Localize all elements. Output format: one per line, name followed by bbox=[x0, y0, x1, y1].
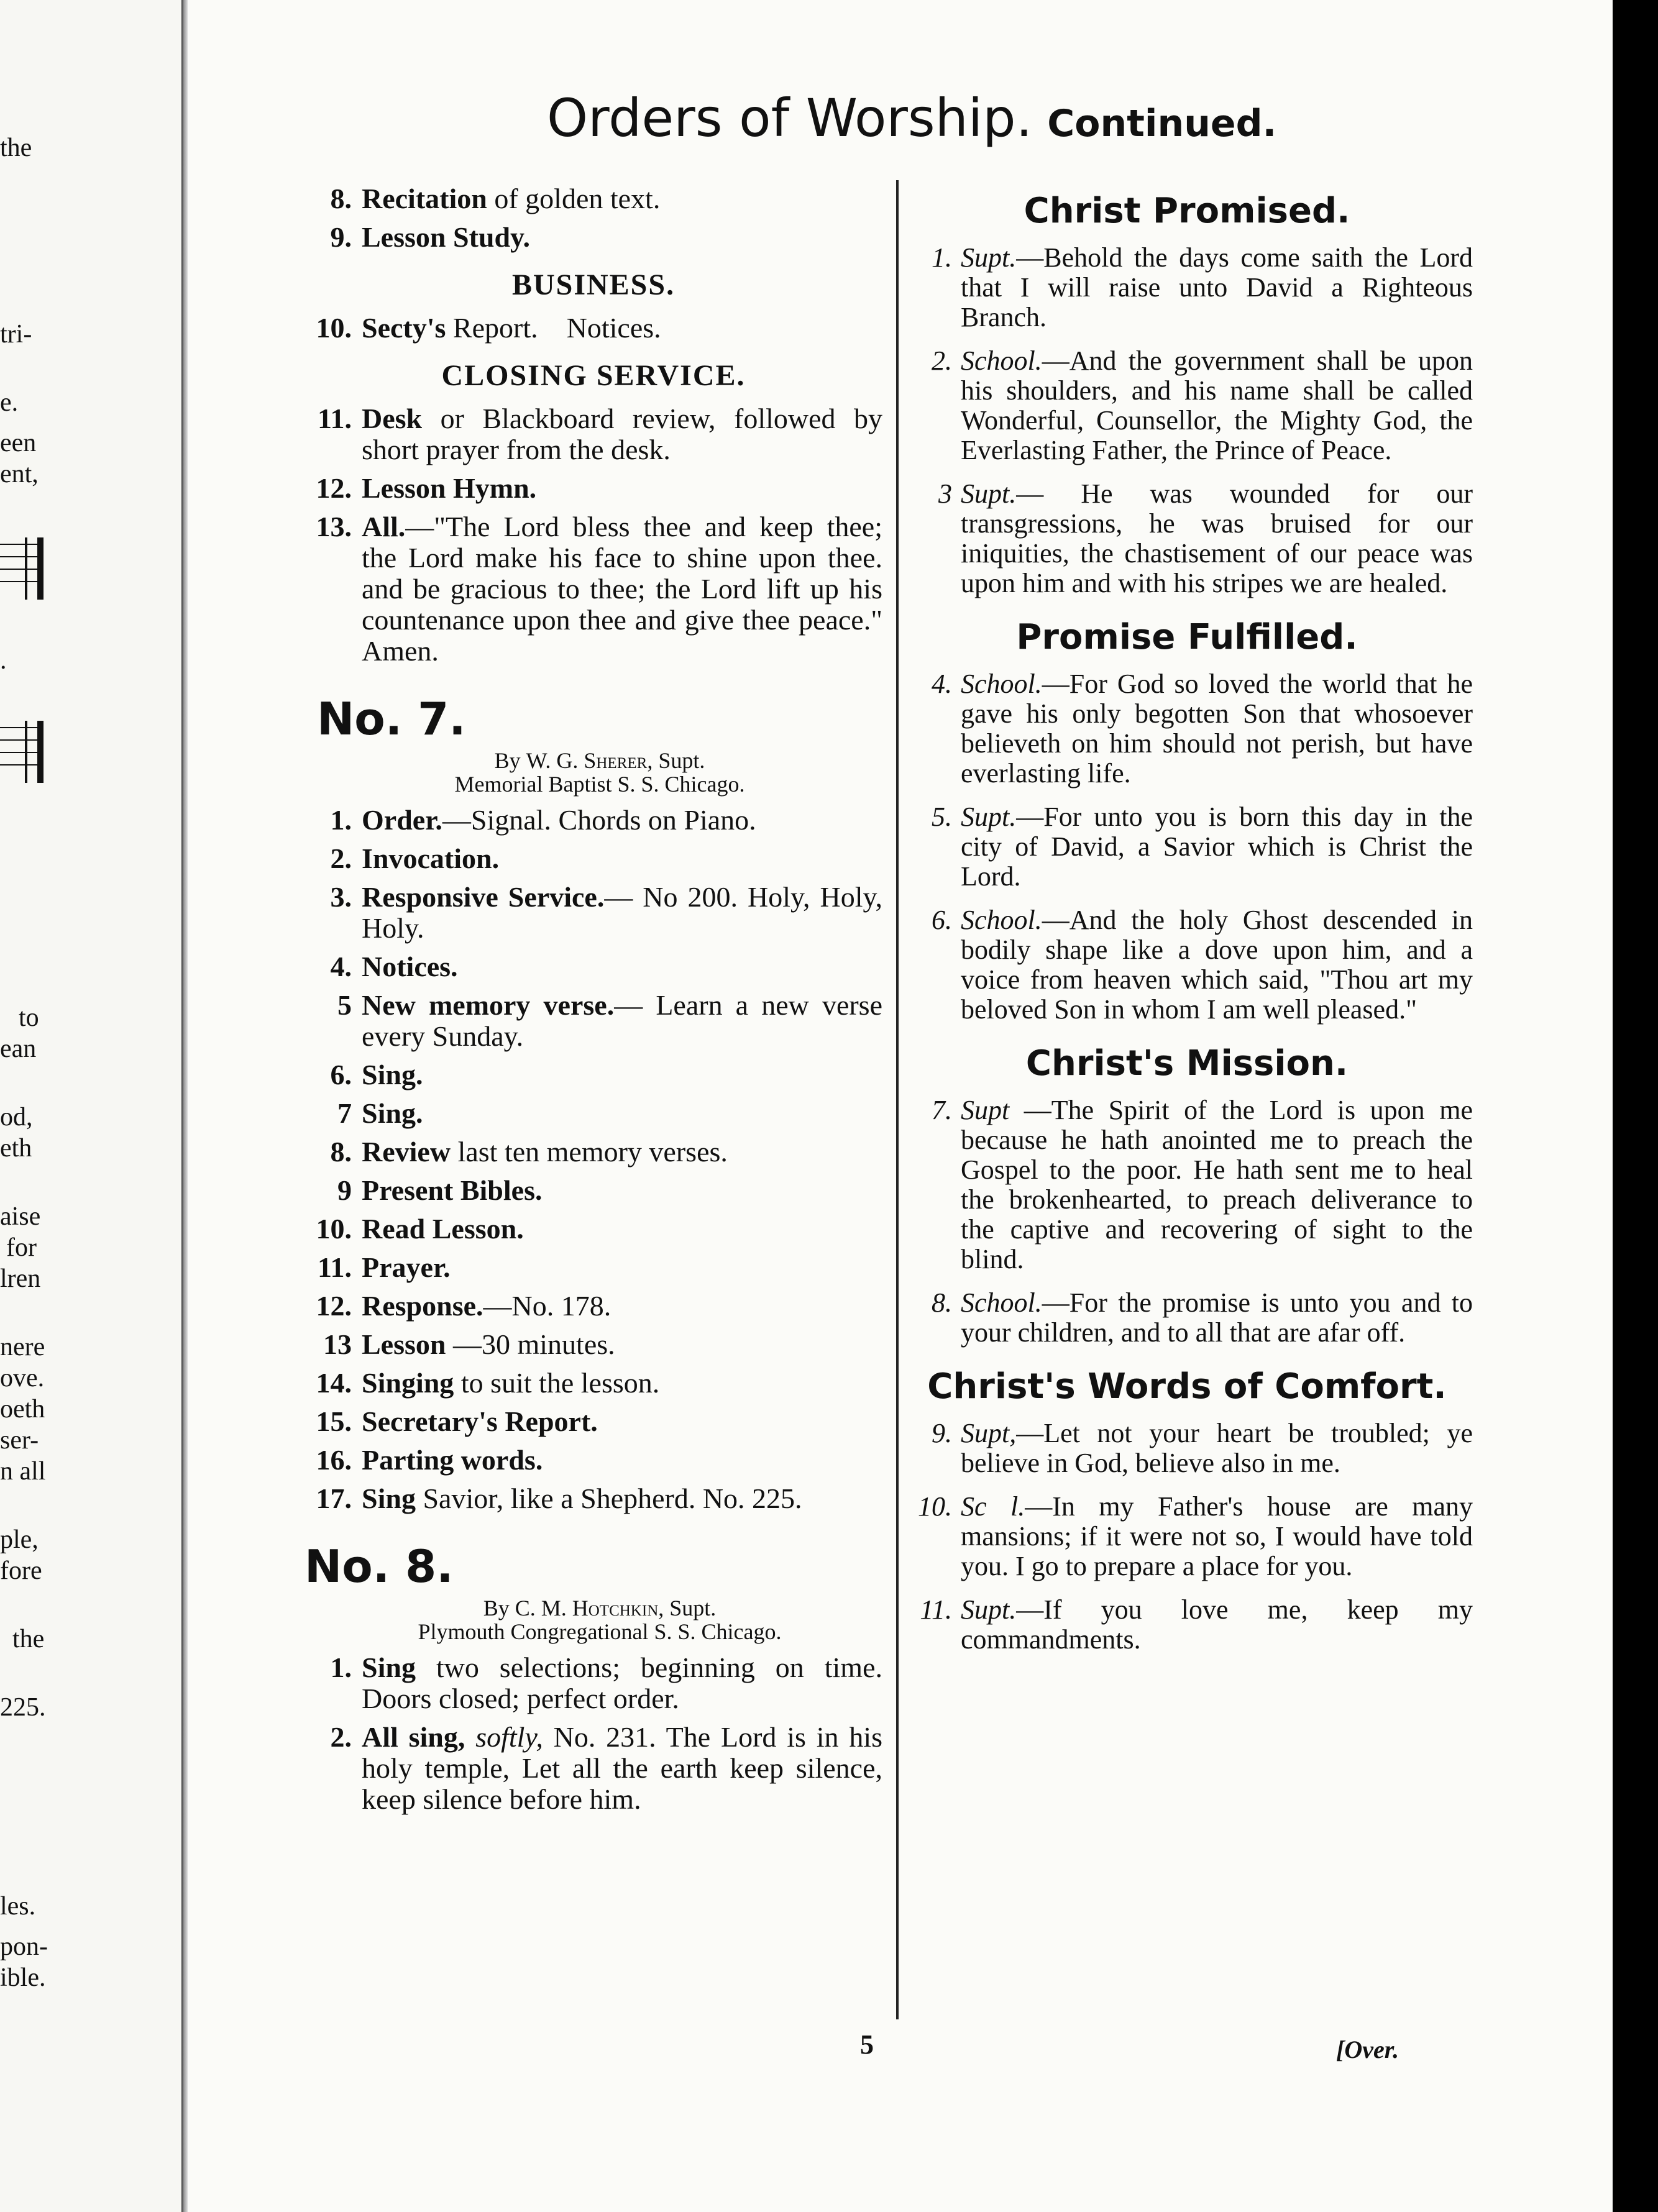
list-item bbox=[305, 403, 882, 465]
prev-text: les. bbox=[0, 1892, 36, 1921]
responsive-reading-item bbox=[901, 905, 1473, 1025]
prev-text: ple, bbox=[0, 1525, 39, 1554]
prev-text: the bbox=[12, 1625, 45, 1653]
prev-text: the bbox=[0, 134, 32, 162]
section-heading: Promise Fulfilled. bbox=[1016, 617, 1358, 657]
item-number: 7 bbox=[337, 1097, 352, 1129]
item-text: —Signal. Chords on Piano. bbox=[442, 804, 756, 836]
byline-by: By bbox=[483, 1596, 510, 1620]
item-number: 14. bbox=[316, 1367, 352, 1399]
item-number: 8. bbox=[330, 1136, 352, 1168]
church-name: Plymouth Congregational S. S. Chicago. bbox=[418, 1619, 782, 1644]
item-number: 5 bbox=[337, 989, 352, 1021]
item-text: —"The Lord bless thee and keep thee; the Lord make his face to shine upon thee. and be gracious to thee; the Lord lift up his countenance upon thee and give thee peace." Amen. bbox=[362, 511, 882, 667]
right-column bbox=[901, 183, 1473, 1668]
item-number: 2. bbox=[330, 1721, 352, 1753]
speaker-label: Sc l. bbox=[961, 1491, 1025, 1522]
speaker-label: School. bbox=[961, 1287, 1042, 1318]
reading-text: —Behold the days come saith the Lord that I will raise unto David a Righteous Branch. bbox=[961, 242, 1473, 332]
item-lead: All sing, bbox=[362, 1721, 465, 1753]
list-item bbox=[305, 1175, 882, 1206]
item-lead: Desk bbox=[362, 403, 423, 434]
item-number: 9 bbox=[337, 1174, 352, 1206]
list-item bbox=[305, 1136, 882, 1168]
item-text: two selections; beginning on time. Doors closed; perfect order. bbox=[362, 1652, 882, 1714]
prev-text: 225. bbox=[0, 1693, 46, 1722]
page-title bbox=[547, 87, 1355, 155]
prev-text: eth bbox=[0, 1134, 32, 1163]
reading-text: —And the holy Ghost descended in bodily shape like a dove upon him, and a voice from heaven which said, "Thou art my beloved Son in whom I am well pleased." bbox=[961, 905, 1473, 1025]
section-heading: Christ's Mission. bbox=[1025, 1043, 1349, 1084]
speaker-label: School. bbox=[961, 669, 1042, 699]
item-number: 9. bbox=[330, 221, 352, 253]
reading-text: —If you love me, keep my commandments. bbox=[961, 1594, 1473, 1655]
item-lead: Order. bbox=[362, 804, 442, 836]
item-lead: Lesson Hymn. bbox=[362, 472, 537, 504]
prev-text: e. bbox=[0, 388, 19, 417]
item-text: or Blackboard review, followed by short prayer from the desk. bbox=[362, 403, 882, 465]
list-item bbox=[305, 222, 882, 253]
list-item bbox=[305, 313, 882, 344]
list-item bbox=[305, 1213, 882, 1245]
prev-text: . bbox=[0, 646, 7, 675]
item-number: 6. bbox=[330, 1059, 352, 1090]
speaker-label: Supt, bbox=[961, 1418, 1017, 1448]
item-number: 1. bbox=[330, 804, 352, 836]
list-item bbox=[305, 473, 882, 504]
reading-text: —Let not your heart be troubled; ye believe in God, believe also in me. bbox=[961, 1418, 1473, 1478]
item-text: No. 231. The Lord is in his holy temple, Let all the earth keep silence, keep silence before him. bbox=[362, 1721, 883, 1815]
item-number: 13. bbox=[316, 511, 352, 542]
item-text: of golden text. bbox=[487, 183, 661, 214]
reading-text: — He was wounded for our transgressions, he was bruised for our iniquities, the chastisement of our peace was upon him and with his stripes we are healed. bbox=[961, 478, 1473, 598]
prev-text: n all bbox=[0, 1457, 46, 1486]
byline bbox=[317, 749, 882, 772]
item-number: 10. bbox=[918, 1491, 952, 1522]
responsive-reading-item bbox=[901, 1095, 1473, 1274]
item-text: — No 200. Holy, Holy, Holy. bbox=[362, 881, 882, 944]
left-column bbox=[305, 183, 882, 1822]
closing-service-heading: CLOSING SERVICE. bbox=[441, 359, 746, 392]
list-item bbox=[305, 1291, 882, 1322]
item-number: 13 bbox=[323, 1328, 352, 1360]
item-lead: Responsive Service. bbox=[362, 881, 605, 913]
speaker-label: Supt. bbox=[961, 242, 1017, 273]
section-heading: Christ Promised. bbox=[1024, 191, 1350, 231]
reading-text: —For the promise is unto you and to your children, and to all that are afar off. bbox=[961, 1287, 1473, 1348]
responsive-reading-item bbox=[901, 1419, 1473, 1478]
item-number: 1. bbox=[932, 242, 952, 273]
item-lead: Prayer. bbox=[362, 1251, 451, 1283]
item-text: —30 minutes. bbox=[446, 1328, 615, 1360]
item-lead: Read Lesson. bbox=[362, 1213, 524, 1245]
byline-by: By bbox=[494, 748, 521, 773]
item-number: 9. bbox=[932, 1418, 952, 1448]
item-number: 1. bbox=[330, 1652, 352, 1683]
list-item bbox=[305, 1329, 882, 1360]
church-name: Memorial Baptist S. S. Chicago. bbox=[454, 772, 745, 797]
responsive-reading-item bbox=[901, 479, 1473, 598]
list-item bbox=[305, 1652, 882, 1714]
item-emphasis: softly, bbox=[475, 1721, 543, 1753]
reading-text: —For unto you is born this day in the city of David, a Savior which is Christ the Lord. bbox=[961, 802, 1473, 892]
item-number: 11. bbox=[318, 1251, 352, 1283]
item-lead: Recitation bbox=[362, 183, 487, 214]
speaker-label: Supt. bbox=[961, 1594, 1017, 1625]
list-item bbox=[305, 843, 882, 874]
item-number: 8. bbox=[932, 1287, 952, 1318]
author-name: C. M. Hotchkin bbox=[515, 1596, 659, 1620]
prev-text: tri- bbox=[0, 320, 32, 349]
item-number: 6. bbox=[932, 905, 952, 935]
item-number: 8. bbox=[330, 183, 352, 214]
item-lead: Sing bbox=[362, 1483, 416, 1514]
list-item bbox=[305, 990, 882, 1052]
order-no-7-list bbox=[305, 805, 882, 1514]
item-text: Report. Notices. bbox=[446, 312, 661, 344]
order-no-8-heading: No. 8. bbox=[305, 1540, 454, 1593]
item-number: 5. bbox=[932, 802, 952, 832]
item-number: 12. bbox=[316, 1290, 352, 1322]
item-lead: All. bbox=[362, 511, 406, 542]
item-number: 17. bbox=[316, 1483, 352, 1514]
prev-text: pon- bbox=[0, 1932, 48, 1961]
item-lead: Lesson Study. bbox=[362, 221, 531, 253]
list-item bbox=[305, 511, 882, 667]
speaker-label: School. bbox=[961, 905, 1042, 935]
responsive-reading-item bbox=[901, 243, 1473, 332]
responsive-reading-item bbox=[901, 802, 1473, 892]
prev-text: nere bbox=[0, 1333, 45, 1361]
prev-text: ser- bbox=[0, 1426, 39, 1455]
author-name: W. G. Sherer bbox=[526, 748, 648, 773]
speaker-label: School. bbox=[961, 345, 1042, 376]
prev-text: ean bbox=[0, 1035, 37, 1063]
item-text: — Learn a new verse every Sunday. bbox=[362, 989, 882, 1052]
prev-text: een bbox=[0, 429, 37, 457]
list-item bbox=[305, 1445, 882, 1476]
item-number: 2. bbox=[932, 345, 952, 376]
list-item bbox=[305, 805, 882, 836]
list-item bbox=[305, 183, 882, 214]
column-divider bbox=[896, 180, 899, 2019]
speaker-label: Supt bbox=[961, 1095, 1010, 1125]
prev-text: od, bbox=[0, 1103, 33, 1131]
list-item bbox=[305, 951, 882, 982]
item-number: 4. bbox=[932, 669, 952, 699]
list-item bbox=[305, 1406, 882, 1437]
item-lead: Secretary's Report. bbox=[362, 1405, 598, 1437]
prev-text: fore bbox=[0, 1556, 42, 1585]
list-item bbox=[305, 1098, 882, 1129]
item-number: 11. bbox=[920, 1594, 952, 1625]
prev-text: aise bbox=[0, 1202, 41, 1231]
item-lead: Notices. bbox=[362, 951, 458, 982]
responsive-reading-item bbox=[901, 1288, 1473, 1348]
author-suffix: , Supt. bbox=[658, 1596, 717, 1620]
title-continued: Continued. bbox=[1047, 102, 1277, 145]
responsive-reading-item bbox=[901, 346, 1473, 465]
item-lead: Invocation. bbox=[362, 843, 500, 874]
item-number: 4. bbox=[330, 951, 352, 982]
facing-page-strip bbox=[0, 0, 181, 2212]
item-number: 12. bbox=[316, 472, 352, 504]
reading-text: —In my Father's house are many mansions; if it were not so, I would have told you. I go to prepare a place for you. bbox=[961, 1491, 1473, 1581]
item-lead: Lesson bbox=[362, 1328, 446, 1360]
item-number: 10. bbox=[316, 312, 352, 344]
item-text: Savior, like a Shepherd. No. 225. bbox=[415, 1483, 802, 1514]
prev-text: oeth bbox=[0, 1395, 45, 1424]
author-suffix: , Supt. bbox=[647, 748, 705, 773]
item-lead: Singing bbox=[362, 1367, 454, 1399]
business-heading: BUSINESS. bbox=[511, 268, 676, 301]
item-text: last ten memory verses. bbox=[451, 1136, 728, 1168]
prev-text: to bbox=[19, 1003, 39, 1032]
item-number: 11. bbox=[318, 403, 352, 434]
list-item bbox=[305, 1368, 882, 1399]
item-lead: Sing. bbox=[362, 1097, 423, 1129]
item-lead: Review bbox=[362, 1136, 451, 1168]
title-main: Orders of Worship. bbox=[547, 88, 1033, 149]
responsive-reading-item bbox=[901, 669, 1473, 788]
list-item bbox=[305, 1059, 882, 1090]
item-lead: New memory verse. bbox=[362, 989, 615, 1021]
item-number: 15. bbox=[316, 1405, 352, 1437]
list-item bbox=[305, 1722, 882, 1815]
item-number: 16. bbox=[316, 1444, 352, 1476]
prev-text: ove. bbox=[0, 1364, 45, 1392]
reading-text: —For God so loved the world that he gave his only begotten Son that whosoever believeth on him should not perish, but have everlasting life. bbox=[961, 669, 1473, 788]
item-text: —No. 178. bbox=[483, 1290, 611, 1322]
responsive-reading-item bbox=[901, 1595, 1473, 1655]
speaker-label: Supt. bbox=[961, 478, 1017, 509]
item-text: to suit the lesson. bbox=[454, 1367, 660, 1399]
page-gutter bbox=[181, 0, 188, 2212]
page-number: 5 bbox=[860, 2029, 874, 2060]
item-number: 10. bbox=[316, 1213, 352, 1245]
item-lead: Parting words. bbox=[362, 1444, 543, 1476]
section-heading: Christ's Words of Comfort. bbox=[927, 1366, 1447, 1407]
item-number: 7. bbox=[932, 1095, 952, 1125]
reading-text: —The Spirit of the Lord is upon me because he hath anointed me to preach the Gospel to the poor. He hath sent me to heal the brokenhearted, to preach deliverance to the captive and recovering of sight to the blind. bbox=[961, 1095, 1473, 1274]
byline bbox=[317, 1596, 882, 1620]
prev-text: lren bbox=[0, 1264, 41, 1293]
list-item bbox=[305, 1252, 882, 1283]
item-lead: Response. bbox=[362, 1290, 483, 1322]
list-item bbox=[305, 1483, 882, 1514]
list-item bbox=[305, 882, 882, 944]
responsive-reading-item bbox=[901, 1492, 1473, 1581]
over-mark: [Over. bbox=[1336, 2036, 1399, 2063]
music-staff-fragment bbox=[0, 537, 44, 600]
item-lead: Sing. bbox=[362, 1059, 423, 1090]
prev-text: ible. bbox=[0, 1963, 46, 1992]
prev-text: for bbox=[6, 1233, 37, 1262]
speaker-label: Supt. bbox=[961, 802, 1017, 832]
prev-text: ent, bbox=[0, 460, 39, 488]
item-number: 3. bbox=[330, 881, 352, 913]
item-number: 2. bbox=[330, 843, 352, 874]
item-number: 3 bbox=[938, 478, 952, 509]
order-no-7-heading: No. 7. bbox=[317, 693, 466, 745]
reading-text: —And the government shall be upon his shoulders, and his name shall be called Wonderful, Counsellor, the Mighty God, the Everlasting Father, the Prince of Peace. bbox=[961, 345, 1473, 465]
item-lead: Sing bbox=[362, 1652, 416, 1683]
item-lead: Secty's bbox=[362, 312, 446, 344]
item-lead: Present Bibles. bbox=[362, 1174, 543, 1206]
music-staff-fragment bbox=[0, 721, 44, 783]
